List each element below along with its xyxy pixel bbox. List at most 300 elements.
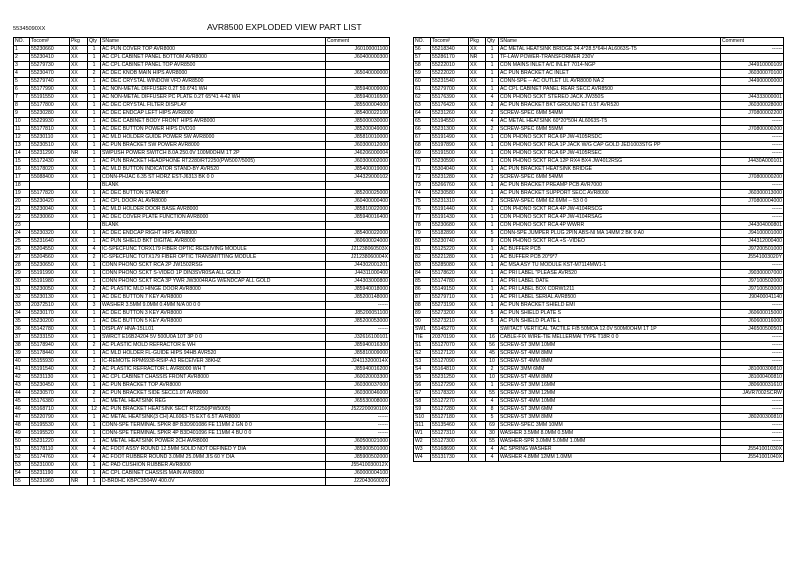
- cell-tocom: 55191550: [30, 94, 70, 102]
- cell-comment: JAVR7002SCRW: [721, 390, 784, 398]
- table-row: [14, 46, 390, 54]
- col-header-sname: SName: [101, 38, 326, 46]
- cell-tocom: 55178440: [30, 350, 70, 358]
- cell-no: 76: [414, 206, 431, 214]
- cell-no: 22: [14, 214, 30, 222]
- cell-tocom: 55231310: [431, 198, 469, 206]
- cell-sname: AC PUN COVER TOP AVR8000: [101, 46, 326, 54]
- cell-no: 59: [414, 70, 431, 78]
- cell-sname: AC CPL DOOR AL AVR8000: [101, 198, 326, 206]
- cell-comment: J24113200014X: [326, 358, 390, 366]
- table-row: [14, 230, 390, 238]
- cell-sname: AC METAL HEATSINK BRIDGE 34.4*28.5*64H AL6063S-T5: [499, 46, 721, 54]
- cell-comment: ------: [721, 350, 784, 358]
- cell-no: S3: [414, 358, 431, 366]
- cell-comment: ------: [326, 430, 390, 438]
- cell-sname: BLANK: [101, 182, 326, 190]
- cell-tocom: 55191490: [431, 134, 469, 142]
- cell-qty: 9: [486, 238, 499, 246]
- cell-pkg: XX: [469, 310, 486, 318]
- cell-pkg: XX: [469, 230, 486, 238]
- table-row: [14, 462, 390, 470]
- cell-qty: 1: [88, 294, 101, 302]
- cell-qty: 1: [88, 374, 101, 382]
- cell-qty: 1: [486, 86, 499, 94]
- cell-pkg: XX: [70, 422, 88, 430]
- cell-comment: J90300007000: [721, 270, 784, 278]
- cell-no: 28: [14, 262, 30, 270]
- cell-pkg: XX: [469, 190, 486, 198]
- parts-table-right: [413, 37, 784, 462]
- table-row: [414, 214, 784, 222]
- table-row: [14, 70, 390, 78]
- cell-sname: CONN-PHJAC 6.35 ST HORZ EST-J6313 BK 0 0: [101, 174, 326, 182]
- cell-sname: CON PHONO SCKT RCA 4P JW-4104RSCG: [499, 206, 721, 214]
- cell-sname: AC METAL HEATSINK REG: [101, 398, 326, 406]
- cell-sname: AC DEC ENDCAP LEFT HIPS AVR8000: [101, 110, 326, 118]
- cell-comment: J44311000400: [326, 270, 390, 278]
- table-row: [14, 446, 390, 454]
- table-row: [414, 78, 784, 86]
- cell-no: S2: [414, 350, 431, 358]
- cell-sname: IC-SPECFUNC TORX179 FIBER OPTIC RECEIVING MODULE: [101, 246, 326, 254]
- table-row: [14, 350, 390, 358]
- cell-qty: [486, 326, 499, 334]
- cell-tocom: 55220790: [30, 414, 70, 422]
- cell-comment: J44302001201: [326, 262, 390, 270]
- cell-comment: J80600031610: [721, 382, 784, 390]
- table-row: [14, 126, 390, 134]
- cell-pkg: XX: [469, 422, 486, 430]
- cell-tocom: 55279740: [30, 78, 70, 86]
- cell-no: 65: [414, 118, 431, 126]
- cell-qty: 1: [88, 110, 101, 118]
- cell-tocom: 55230410: [30, 54, 70, 62]
- table-row: [14, 286, 390, 294]
- table-row: [414, 398, 784, 406]
- cell-sname: SWITACT VERTICAL TACTILE F/B 50MOA 12.0V 500M0OHM 1T 1P: [499, 326, 721, 334]
- cell-pkg: XX: [469, 438, 486, 446]
- cell-sname: SCREW-ST 3MM 12MM: [499, 390, 721, 398]
- cell-tocom: 55231960: [30, 478, 70, 486]
- cell-pkg: XX: [469, 446, 486, 454]
- cell-tocom: 55286170: [431, 54, 469, 62]
- table-row: [14, 358, 390, 366]
- cell-no: 12: [14, 134, 30, 142]
- table-row: [14, 246, 390, 254]
- table-row: [414, 422, 784, 430]
- table-row: [414, 262, 784, 270]
- cell-qty: 1: [88, 326, 101, 334]
- cell-tocom: 55174780: [431, 278, 469, 286]
- table-row: [14, 142, 390, 150]
- cell-comment: J85000030000: [326, 118, 390, 126]
- cell-pkg: XX: [469, 398, 486, 406]
- table-row: [14, 302, 390, 310]
- cell-comment: J60400000300: [326, 54, 390, 62]
- cell-qty: 12: [88, 406, 101, 414]
- cell-pkg: XX: [469, 286, 486, 294]
- cell-tocom: 55231300: [431, 126, 469, 134]
- cell-pkg: XX: [70, 454, 88, 462]
- table-row: [414, 318, 784, 326]
- cell-comment: ------: [326, 302, 390, 310]
- table-header-row: [414, 38, 784, 46]
- table-row: [414, 150, 784, 158]
- cell-comment: J52220009010X: [326, 406, 390, 414]
- cell-no: 48: [14, 422, 30, 430]
- cell-qty: 55: [486, 390, 499, 398]
- cell-pkg: XX: [469, 430, 486, 438]
- table-row: [414, 286, 784, 294]
- cell-qty: 1: [88, 126, 101, 134]
- table-row: [14, 78, 390, 86]
- cell-qty: 4: [486, 454, 499, 462]
- cell-no: 7: [14, 94, 30, 102]
- cell-pkg: XX: [70, 62, 88, 70]
- cell-pkg: XX: [469, 278, 486, 286]
- cell-qty: 2: [88, 70, 101, 78]
- cell-comment: J85400022000: [326, 230, 390, 238]
- cell-tocom: 55204560: [30, 254, 70, 262]
- cell-sname: AC PUN BRACKET SW POWER AVR8000: [101, 142, 326, 150]
- cell-no: 69: [414, 150, 431, 158]
- cell-qty: 2: [88, 366, 101, 374]
- cell-no: 63: [414, 102, 431, 110]
- cell-qty: 1: [486, 382, 499, 390]
- table-row: [414, 230, 784, 238]
- cell-pkg: XX: [70, 174, 88, 182]
- cell-no: 45: [14, 398, 30, 406]
- cell-comment: J60100001100: [326, 46, 390, 54]
- cell-sname: AC FOOT RUBBER ROUND 3.0MM 25.0MM JIS 60 Y DIA: [101, 454, 326, 462]
- cell-tocom: 55127270: [431, 398, 469, 406]
- cell-pkg: XX: [70, 206, 88, 214]
- cell-comment: ------: [721, 142, 784, 150]
- table-row: [414, 406, 784, 414]
- table-row: [14, 182, 390, 190]
- cell-qty: 1: [486, 302, 499, 310]
- cell-pkg: XX: [70, 278, 88, 286]
- table-row: [414, 110, 784, 118]
- cell-comment: ------: [326, 422, 390, 430]
- table-row: [414, 142, 784, 150]
- cell-qty: 1: [486, 262, 499, 270]
- cell-no: 70: [414, 158, 431, 166]
- table-row: [14, 190, 390, 198]
- cell-pkg: XX: [469, 318, 486, 326]
- cell-pkg: XX: [70, 342, 88, 350]
- cell-sname: CON PHONO SCKT RCA 12P RX4 BX4 JW4012RSG: [499, 158, 721, 166]
- table-row: [14, 414, 390, 422]
- cell-comment: J60300070100: [721, 70, 784, 78]
- cell-no: 21: [14, 206, 30, 214]
- cell-sname: AC MLD HOLDER DOOR BASE AVR8000: [101, 206, 326, 214]
- cell-tocom: 55178110: [30, 446, 70, 454]
- cell-sname: AC PUN BRACKET HEADPHONE RT2280/RT2250(PW5007/5005): [101, 158, 326, 166]
- cell-no: 39: [14, 350, 30, 358]
- cell-pkg: XX: [70, 86, 88, 94]
- cell-sname: AC DEC CRYSTAL WINDOW VFD AVR8500: [101, 78, 326, 86]
- cell-comment: [721, 54, 784, 62]
- cell-tocom: 55204550: [30, 246, 70, 254]
- cell-no: S8: [414, 398, 431, 406]
- cell-qty: 1: [88, 270, 101, 278]
- cell-tocom: 55168710: [30, 406, 70, 414]
- cell-tocom: 55230320: [30, 230, 70, 238]
- cell-comment: J85900502000: [326, 454, 390, 462]
- cell-pkg: [70, 182, 88, 190]
- cell-qty: 16: [486, 334, 499, 342]
- cell-sname: WASHER 4.8MM 12MM 1.0MM: [499, 454, 721, 462]
- cell-no: S6: [414, 382, 431, 390]
- table-row: [14, 110, 390, 118]
- cell-no: 74: [414, 190, 431, 198]
- table-row: [414, 254, 784, 262]
- cell-comment: J85900501000: [326, 446, 390, 454]
- cell-qty: 1: [88, 278, 101, 286]
- cell-sname: SWPUSH POWER SWITCH 8.0A 250.0V 100M0OHM 1T 2P: [101, 150, 326, 158]
- cell-comment: ------: [326, 414, 390, 422]
- cell-qty: 2: [486, 174, 499, 182]
- cell-no: 5: [14, 78, 30, 86]
- cell-sname: CONN-SPE -- AC OUTLET UL AVR8000 NA 2: [499, 78, 721, 86]
- table-row: [414, 238, 784, 246]
- table-row: [414, 166, 784, 174]
- cell-comment: ------: [721, 206, 784, 214]
- cell-pkg: XX: [469, 454, 486, 462]
- cell-qty: 1: [88, 382, 101, 390]
- cell-qty: 1: [88, 398, 101, 406]
- cell-sname: AC DEC CABINET BODY FRONT HIPS AVR8000: [101, 118, 326, 126]
- cell-pkg: XX: [469, 334, 486, 342]
- cell-qty: 5: [486, 230, 499, 238]
- cell-no: 25: [14, 238, 30, 246]
- cell-no: 56: [414, 46, 431, 54]
- cell-comment: J70800000200: [721, 174, 784, 182]
- cell-comment: J5541003020Y: [721, 254, 784, 262]
- cell-comment: J44312000400: [721, 238, 784, 246]
- cell-sname: SCREW-ST 3MM 16MM: [499, 382, 721, 390]
- cell-pkg: XX: [469, 158, 486, 166]
- cell-no: 49: [14, 430, 30, 438]
- cell-tocom: 55127290: [431, 382, 469, 390]
- col-header-comment: Comment: [326, 38, 390, 46]
- cell-pkg: XX: [70, 118, 88, 126]
- cell-tocom: 55135460: [431, 422, 469, 430]
- cell-no: 26: [14, 246, 30, 254]
- cell-sname: AC FOOT ASSY ROUND 12.5MM SOLID NOT DEFINED Y DIA: [101, 446, 326, 454]
- cell-comment: J5541001040X: [721, 454, 784, 462]
- cell-qty: 1: [88, 462, 101, 470]
- cell-sname: AC PRI LABEL BOX CDRW1211: [499, 286, 721, 294]
- cell-tocom: 20372510: [30, 302, 70, 310]
- cell-sname: AC PUN BRACKET SHIELD EMI: [499, 302, 721, 310]
- cell-qty: 1: [88, 350, 101, 358]
- cell-qty: 1: [88, 206, 101, 214]
- cell-sname: AC DEC COVER PLATE FUNCTION AVR8000: [101, 214, 326, 222]
- cell-qty: 1: [486, 294, 499, 302]
- cell-qty: 1: [88, 358, 101, 366]
- cell-comment: J85810009000: [326, 350, 390, 358]
- cell-tocom: 55177810: [30, 126, 70, 134]
- cell-tocom: 55191540: [30, 366, 70, 374]
- table-row: [414, 326, 784, 334]
- cell-tocom: 55279710: [431, 294, 469, 302]
- cell-comment: J94100001000: [721, 230, 784, 238]
- cell-sname: AC PUN BRACKET HEATSINK BRIDGE: [499, 166, 721, 174]
- cell-tocom: 55231540: [431, 78, 469, 86]
- cell-comment: J97100502000: [721, 278, 784, 286]
- cell-qty: 1: [88, 118, 101, 126]
- cell-tocom: 55230420: [30, 198, 70, 206]
- col-header-pkg: Pkg: [70, 38, 88, 46]
- col-header-tocom: Tocom#: [30, 38, 70, 46]
- cell-qty: 2: [486, 366, 499, 374]
- cell-no: 16: [14, 166, 30, 174]
- cell-no: 82: [414, 254, 431, 262]
- cell-no: 13: [14, 142, 30, 150]
- table-row: [14, 470, 390, 478]
- cell-pkg: XX: [70, 294, 88, 302]
- cell-tocom: 55230200: [30, 318, 70, 326]
- table-row: [414, 342, 784, 350]
- cell-pkg: XX: [469, 214, 486, 222]
- cell-tocom: 55178320: [431, 390, 469, 398]
- col-header-pkg: Pkg: [469, 38, 486, 46]
- table-row: [414, 278, 784, 286]
- cell-tocom: 55191440: [431, 206, 469, 214]
- cell-no: 8: [14, 102, 30, 110]
- cell-comment: J97200501000: [721, 246, 784, 254]
- cell-pkg: XX: [469, 390, 486, 398]
- cell-pkg: XX: [70, 326, 88, 334]
- cell-tocom: 55178620: [431, 270, 469, 278]
- cell-sname: AC PUN BRACKET PREAMP PCB AVR7000: [499, 182, 721, 190]
- cell-qty: 2: [486, 110, 499, 118]
- cell-sname: AC PUN BRACKET TOP AVR8000: [101, 382, 326, 390]
- cell-pkg: XX: [469, 118, 486, 126]
- cell-sname: AC DEC BUTTON 3 KEY AVR8000: [101, 310, 326, 318]
- cell-tocom: 55176380: [30, 398, 70, 406]
- cell-qty: 4: [88, 454, 101, 462]
- cell-tocom: 55127310: [431, 430, 469, 438]
- cell-qty: 1: [88, 198, 101, 206]
- cell-comment: ------: [721, 398, 784, 406]
- cell-tocom: 55231280: [431, 174, 469, 182]
- cell-tocom: 55088400: [30, 174, 70, 182]
- cell-no: 20: [14, 198, 30, 206]
- cell-qty: 1: [486, 270, 499, 278]
- cell-pkg: XX: [70, 462, 88, 470]
- cell-comment: ------: [721, 422, 784, 430]
- cell-comment: ------: [721, 134, 784, 142]
- cell-comment: J44900000000: [721, 78, 784, 86]
- table-row: [14, 102, 390, 110]
- cell-pkg: XX: [469, 198, 486, 206]
- cell-sname: SCREW-SPEC 6MM 55MM: [499, 126, 721, 134]
- cell-sname: WASHER 3.5MM 9.0MM 0.4MM N/A 00 0 0: [101, 302, 326, 310]
- table-row: [414, 294, 784, 302]
- cell-sname: SCREW-SPEC 6MM 62.6MM -- 53 0 0: [499, 198, 721, 206]
- cell-pkg: XX: [70, 430, 88, 438]
- col-header-tocom: Tocom#: [431, 38, 469, 46]
- cell-pkg: XX: [469, 302, 486, 310]
- cell-sname: AC MLD HOLDER GUIDE POWER SW AVR8000: [101, 134, 326, 142]
- cell-qty: 69: [486, 422, 499, 430]
- cell-sname: AC PLASTIC REFRACTOR L AVR8000 WH T: [101, 366, 326, 374]
- cell-tocom: 55230650: [30, 262, 70, 270]
- cell-pkg: XX: [469, 166, 486, 174]
- cell-no: 90: [414, 318, 431, 326]
- cell-no: 6: [14, 86, 30, 94]
- cell-sname: D-BRDHC KBPC3504W 400.0V: [101, 478, 326, 486]
- cell-pkg: XX: [70, 398, 88, 406]
- cell-comment: J85940018000: [326, 286, 390, 294]
- cell-no: 83: [414, 262, 431, 270]
- cell-no: 81: [414, 246, 431, 254]
- cell-pkg: XX: [469, 134, 486, 142]
- cell-no: 19: [14, 190, 30, 198]
- cell-no: S1: [414, 342, 431, 350]
- cell-no: S9: [414, 406, 431, 414]
- cell-comment: J85810022000: [326, 206, 390, 214]
- cell-comment: [326, 62, 390, 70]
- cell-comment: J32616100101: [326, 334, 390, 342]
- cell-pkg: XX: [70, 94, 88, 102]
- cell-qty: 1: [88, 62, 101, 70]
- cell-tocom: 55230130: [30, 294, 70, 302]
- cell-qty: 4: [486, 94, 499, 102]
- cell-qty: 1: [88, 478, 101, 486]
- cell-sname: AC SPRING WASHER: [499, 446, 721, 454]
- cell-no: 18: [14, 182, 30, 190]
- cell-no: S7: [414, 390, 431, 398]
- cell-no: 9: [14, 110, 30, 118]
- cell-sname: AC CPL CABINET PANEL REAR SECC AVR8500: [499, 86, 721, 94]
- cell-comment: J85500004000: [326, 102, 390, 110]
- cell-pkg: XX: [469, 142, 486, 150]
- cell-comment: J2204306002X: [326, 478, 390, 486]
- cell-qty: 1: [88, 334, 101, 342]
- cell-tocom: 55229930: [30, 118, 70, 126]
- cell-tocom: 55230110: [30, 134, 70, 142]
- cell-pkg: XX: [70, 310, 88, 318]
- cell-pkg: XX: [70, 270, 88, 278]
- cell-sname: AC PUN SHIELD PLATE S: [499, 310, 721, 318]
- table-row: [14, 326, 390, 334]
- cell-tocom: 55231190: [30, 470, 70, 478]
- cell-comment: J60600024000: [326, 238, 390, 246]
- cell-qty: 1: [486, 278, 499, 286]
- cell-tocom: 55195530: [30, 422, 70, 430]
- cell-tocom: 55231250: [431, 374, 469, 382]
- cell-pkg: XX: [70, 262, 88, 270]
- cell-qty: 5: [486, 414, 499, 422]
- cell-sname: AC PLASTIC MLD HINGE DOOR AVR8000: [101, 286, 326, 294]
- cell-qty: 1: [88, 470, 101, 478]
- cell-sname: IC-REMOTE RPM6938-RSIP-A3 RECEIVER 38KHZ: [101, 358, 326, 366]
- cell-no: 71: [414, 166, 431, 174]
- cell-pkg: XX: [70, 54, 88, 62]
- cell-qty: 1: [88, 310, 101, 318]
- cell-sname: SCREW-ST 4MM 8MM: [499, 358, 721, 366]
- cell-comment: J85940016400: [326, 214, 390, 222]
- cell-comment: J81000400810: [721, 374, 784, 382]
- table-row: [14, 390, 390, 398]
- cell-comment: J44329000102: [326, 174, 390, 182]
- cell-comment: [326, 78, 390, 86]
